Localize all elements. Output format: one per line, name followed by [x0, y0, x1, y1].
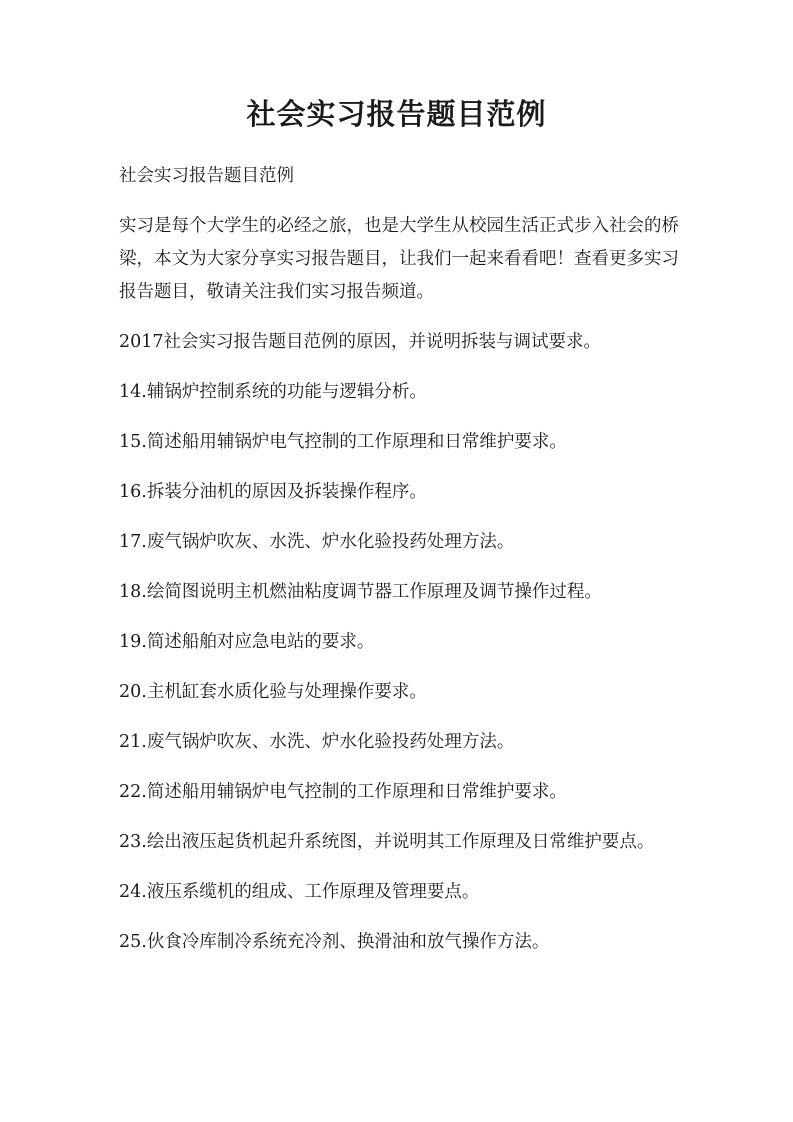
paragraph-item: 25.伙食冷库制冷系统充冷剂、换滑油和放气操作方法。	[119, 932, 550, 952]
paragraph-item: 17.废气锅炉吹灰、水洗、炉水化验投药处理方法。	[119, 532, 515, 552]
paragraph-item: 16.拆装分油机的原因及拆装操作程序。	[119, 482, 427, 502]
paragraph-item: 24.液压系缆机的组成、工作原理及管理要点。	[119, 882, 480, 902]
paragraph-item: 18.绘简图说明主机燃油粘度调节器工作原理及调节操作过程。	[119, 582, 602, 602]
paragraph-item: 14.辅锅炉控制系统的功能与逻辑分析。	[119, 382, 427, 402]
paragraph-item: 15.简述船用辅锅炉电气控制的工作原理和日常维护要求。	[119, 432, 567, 452]
paragraph-item: 19.简述船舶对应急电站的要求。	[119, 632, 375, 652]
paragraph-item: 22.简述船用辅锅炉电气控制的工作原理和日常维护要求。	[119, 782, 567, 802]
paragraph-subtitle: 社会实习报告题目范例	[119, 166, 294, 186]
paragraph-intro: 实习是每个大学生的必经之旅，也是大学生从校园生活正式步入社会的桥梁，本文为大家分享实习报告题目，让我们一起来看看吧！查看更多实习报告题目，敬请关注我们实习报告频道。	[119, 216, 679, 302]
document-title: 社会实习报告题目范例	[246, 97, 547, 131]
paragraph-item: 2017社会实习报告题目范例的原因，并说明拆装与调试要求。	[119, 332, 602, 352]
paragraph-item: 23.绘出液压起货机起升系统图，并说明其工作原理及日常维护要点。	[119, 832, 655, 852]
paragraph-item: 21.废气锅炉吹灰、水洗、炉水化验投药处理方法。	[119, 732, 515, 752]
document-body	[119, 160, 679, 976]
paragraph-item: 20.主机缸套水质化验与处理操作要求。	[119, 682, 427, 702]
